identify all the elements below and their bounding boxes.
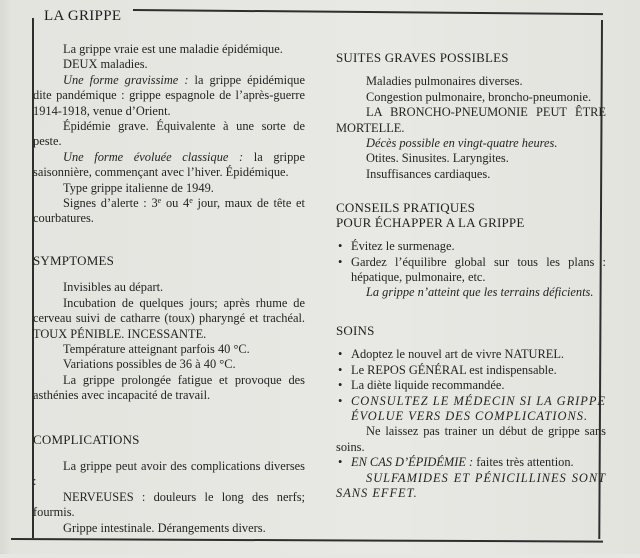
text: la grippe épidémique dite pandémique : grippe espagnole de l’après-guerre 1914-1918, venue d’Orient. bbox=[33, 72, 305, 118]
symptom-paragraph: Invisibles au départ. bbox=[63, 280, 164, 295]
bullet-icon: • bbox=[338, 378, 343, 393]
suites-section bbox=[336, 50, 606, 182]
bullet-icon: • bbox=[338, 455, 343, 470]
list-item-text: Gardez l’équilibre global sur tous les plans : hépatique, pulmonaire, etc. bbox=[351, 254, 606, 285]
italic-note: Décès possible en vingt-quatre heures. bbox=[366, 136, 558, 151]
suites-paragraph: Insuffisances cardiaques. bbox=[366, 166, 491, 181]
list-item-text: faites très attention. bbox=[473, 455, 574, 470]
symptom-paragraph: Variations possibles de 36 à 40 °C. bbox=[63, 357, 236, 372]
italic-label: EN CAS D’ÉPIDÉMIE : bbox=[351, 455, 474, 470]
list-item bbox=[336, 239, 606, 254]
italic-warning: SULFAMIDES ET PÉNICILLINES SONT SANS EFFET. bbox=[336, 470, 606, 500]
text: jour, maux de tête et courbatures. bbox=[33, 196, 305, 226]
bullet-icon: • bbox=[338, 362, 343, 377]
intro-paragraph bbox=[33, 150, 305, 181]
intro-paragraph: Type grippe italienne de 1949. bbox=[63, 180, 214, 195]
intro-paragraph bbox=[33, 73, 305, 119]
list-item-text: Le REPOS GÉNÉRAL est indispensable. bbox=[351, 362, 557, 377]
soins-warning bbox=[336, 471, 606, 502]
symptom-paragraph: Température atteignant parfois 40 °C. bbox=[63, 341, 250, 356]
suites-paragraph: Maladies pulmonaires diverses. bbox=[366, 74, 523, 89]
list-item bbox=[336, 363, 606, 378]
text: la grippe saisonnière, commençant avec l’hiver. Épidémique. bbox=[33, 149, 305, 180]
suites-paragraph: LA BRONCHO-PNEUMONIE PEUT ÊTRE MORTELLE. bbox=[336, 105, 606, 135]
italic-label: Une forme gravissime : bbox=[63, 72, 189, 87]
superscript: e bbox=[157, 196, 162, 206]
list-item-text: CONSULTEZ LE MÉDECIN SI LA GRIPPE ÉVOLUE VERS DES COMPLICATIONS. bbox=[351, 393, 606, 423]
list-item bbox=[336, 347, 606, 362]
bullet-icon: • bbox=[338, 347, 343, 362]
complication-paragraph: La grippe peut avoir des complications diverses : bbox=[33, 458, 305, 489]
list-item-text: Évitez le surmenage. bbox=[351, 239, 455, 254]
list-item bbox=[336, 255, 606, 286]
intro-section bbox=[33, 42, 305, 227]
complications-section bbox=[33, 432, 305, 536]
list-item-text: La diète liquide recommandée. bbox=[351, 378, 505, 393]
intro-paragraph: DEUX maladies. bbox=[63, 57, 148, 72]
italic-label: Une forme évoluée classique : bbox=[63, 149, 244, 164]
intro-paragraph: La grippe vraie est une maladie épidémique. bbox=[63, 42, 283, 56]
list-item bbox=[336, 378, 606, 393]
page-title: LA GRIPPE bbox=[44, 8, 122, 24]
conseils-note bbox=[336, 285, 606, 300]
conseils-list bbox=[336, 239, 606, 285]
soins-list bbox=[336, 347, 606, 424]
symptom-paragraph: Incubation de quelques jours; après rhume de cerveau suivi de catharre (toux) pharyngé et trachéal. TOUX PÉNIBLE. INCESSANTE. bbox=[33, 295, 305, 341]
complication-paragraph: NERVEUSES : douleurs le long des nerfs; fourmis. bbox=[33, 489, 305, 520]
section-heading-conseils bbox=[336, 200, 606, 230]
complication-paragraph: Grippe intestinale. Dérangements divers. bbox=[63, 520, 266, 535]
right-column bbox=[336, 42, 606, 517]
suites-paragraph: Congestion pulmonaire, broncho-pneumonie. bbox=[366, 89, 592, 104]
conseils-section bbox=[336, 200, 606, 301]
superscript: e bbox=[189, 196, 193, 206]
bullet-icon: • bbox=[338, 393, 343, 408]
section-heading-suites: SUITES GRAVES POSSIBLES bbox=[336, 50, 509, 65]
symptom-paragraph: La grippe prolongée fatigue et provoque des asthénies avec incapacité de travail. bbox=[33, 372, 305, 403]
text: Signes d’alerte : 3 bbox=[63, 196, 158, 211]
text: ou 4 bbox=[161, 196, 190, 211]
intro-paragraph bbox=[33, 196, 305, 227]
soins-list-continued bbox=[336, 455, 606, 470]
list-item bbox=[336, 394, 606, 425]
symptomes-section bbox=[33, 253, 305, 404]
suites-paragraph bbox=[336, 136, 606, 151]
suites-paragraph: Otites. Sinusites. Laryngites. bbox=[366, 151, 509, 166]
bullet-icon: • bbox=[338, 254, 343, 269]
section-heading-complications: COMPLICATIONS bbox=[33, 431, 140, 447]
heading-line: CONSEILS PRATIQUES bbox=[336, 200, 476, 216]
list-item bbox=[336, 455, 606, 470]
italic-note: La grippe n’atteint que les terrains déficients. bbox=[366, 285, 594, 300]
list-item-text: Adoptez le nouvel art de vivre NATUREL. bbox=[351, 347, 564, 362]
bullet-icon: • bbox=[338, 239, 343, 254]
soins-section bbox=[336, 323, 606, 501]
heading-line: POUR ÉCHAPPER A LA GRIPPE bbox=[336, 215, 525, 231]
section-heading-symptomes: SYMPTOMES bbox=[33, 252, 115, 268]
intro-paragraph: Épidémie grave. Équivalente à une sorte de peste. bbox=[33, 119, 305, 149]
soins-paragraph: Ne laissez pas trainer un début de grippe sans soins. bbox=[336, 424, 606, 454]
section-heading-soins: SOINS bbox=[336, 322, 375, 338]
left-column bbox=[33, 42, 305, 558]
